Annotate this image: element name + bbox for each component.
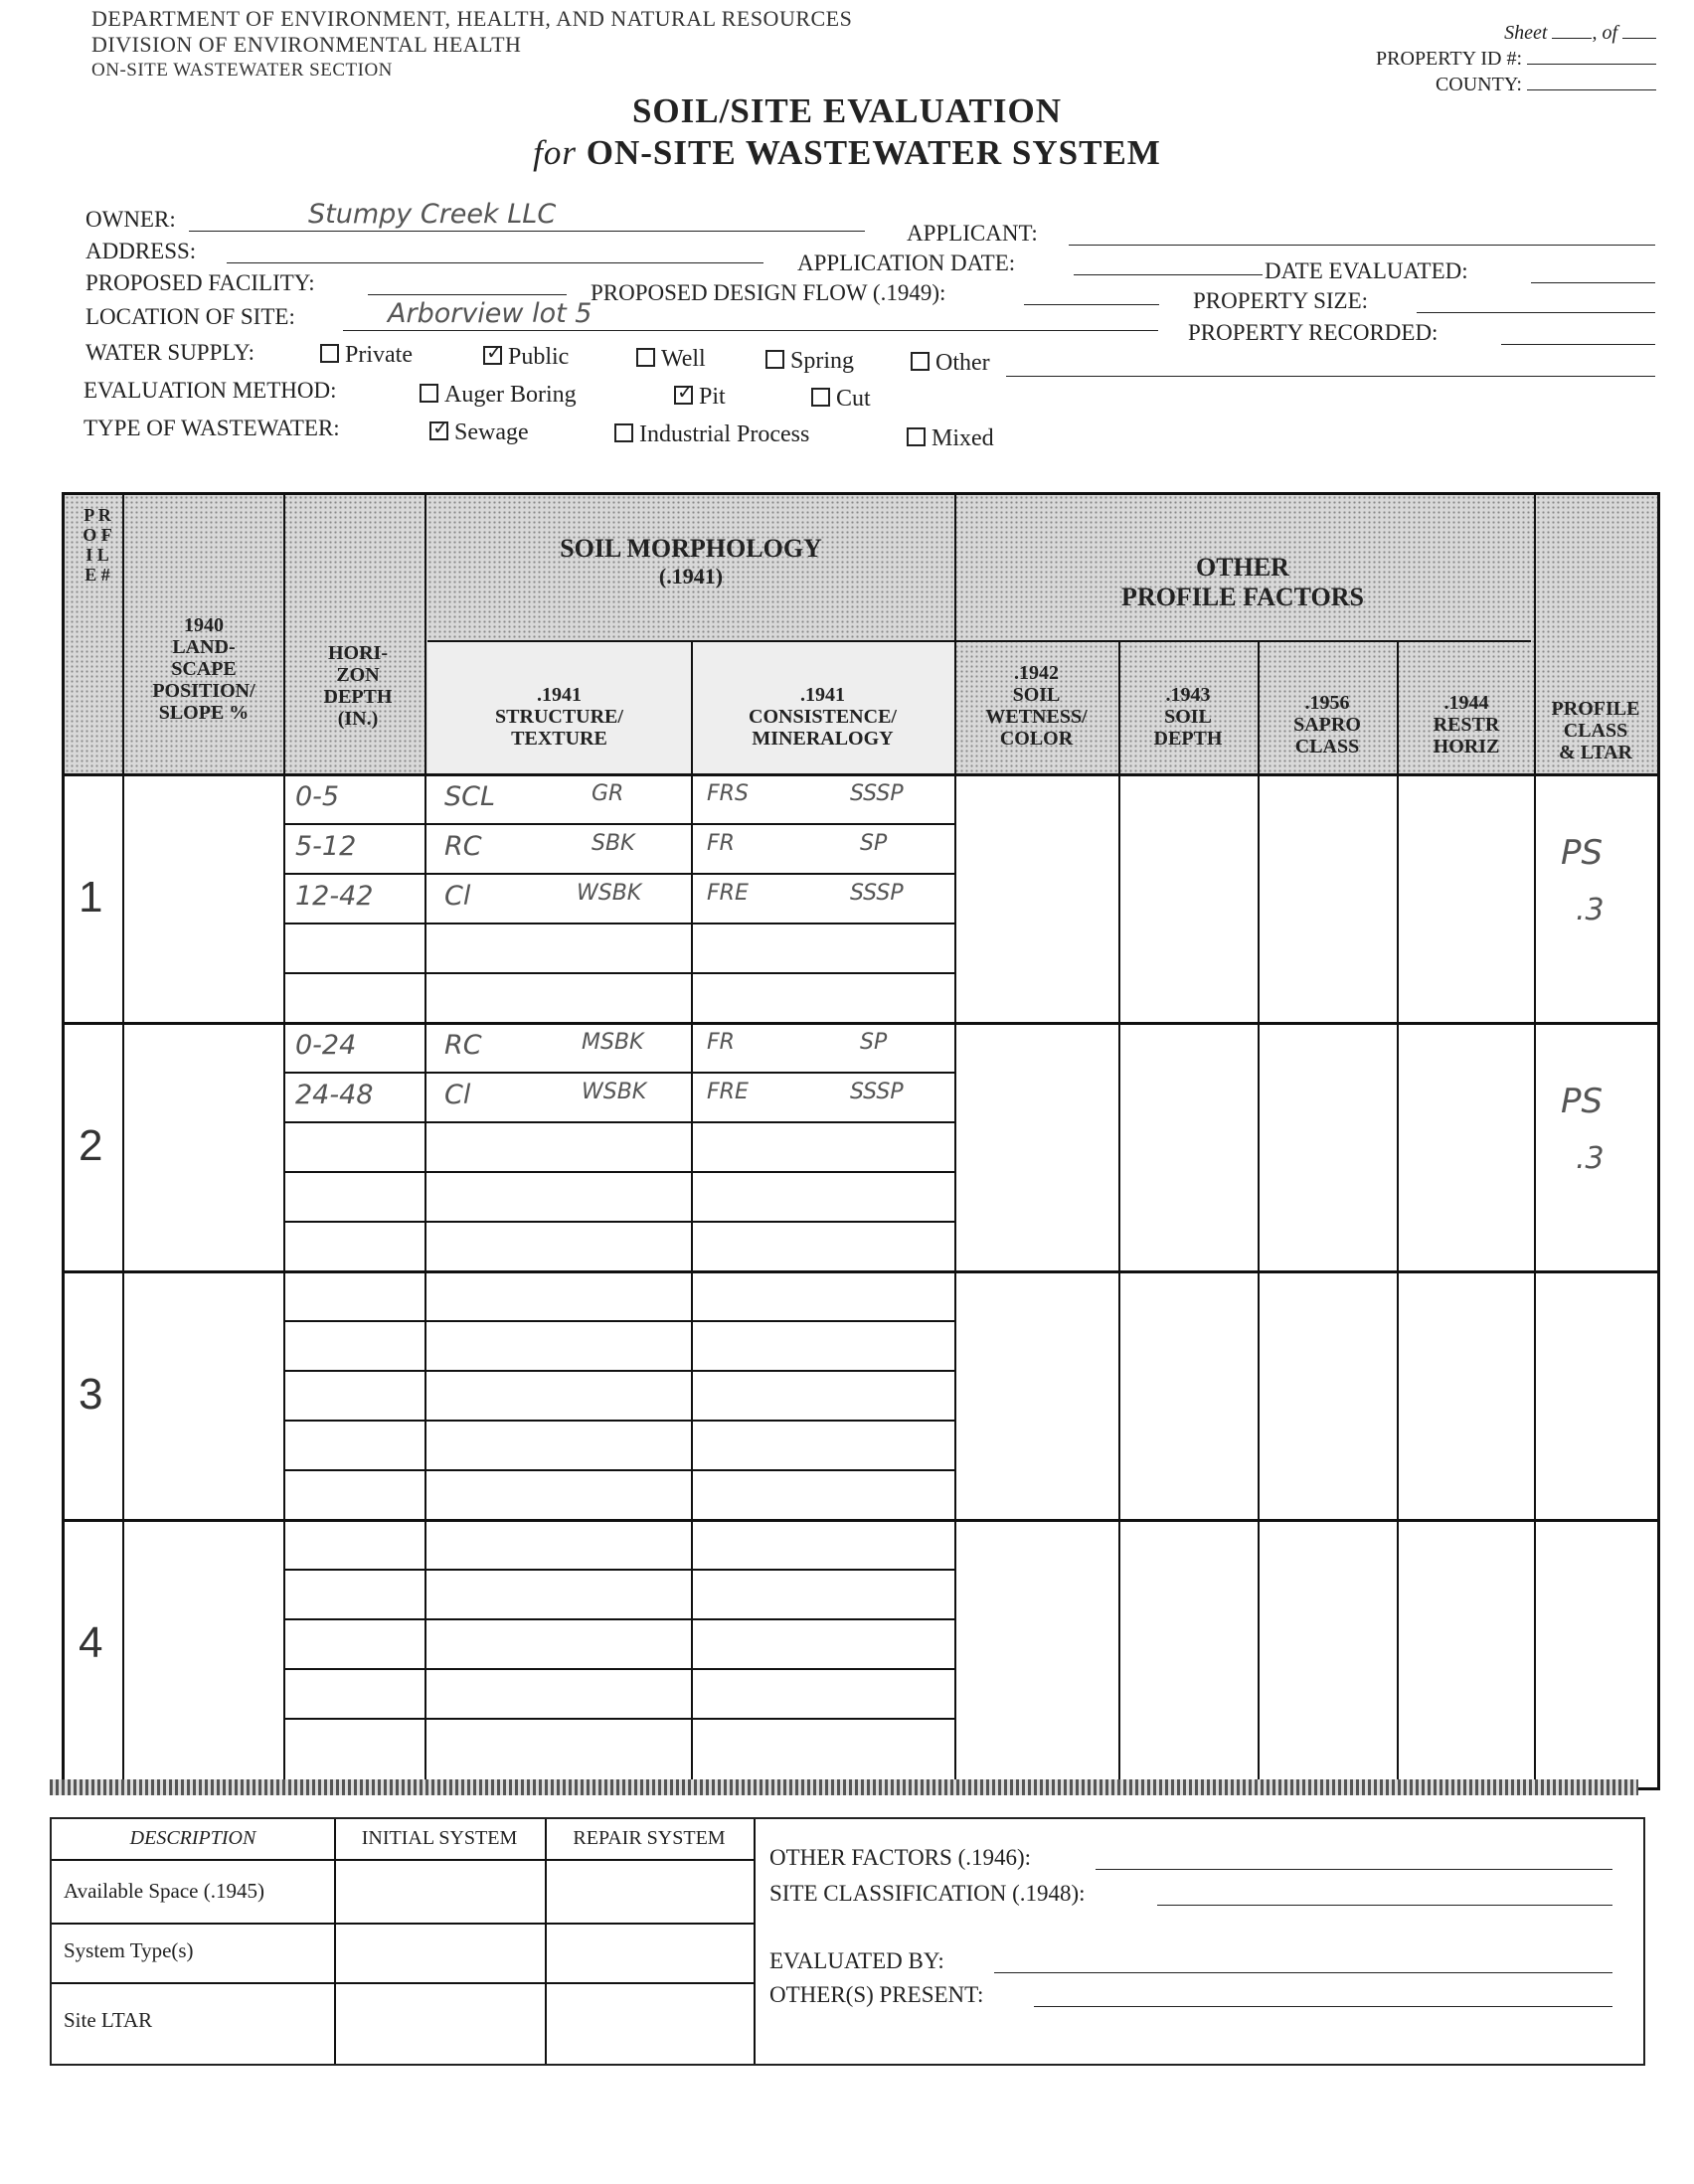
p2-r1-depth: 0-24	[295, 1030, 357, 1061]
county-field[interactable]	[1527, 72, 1656, 90]
consistence-header: .1941 CONSISTENCE/ MINERALOGY	[749, 684, 897, 750]
site-ltar-label: Site LTAR	[64, 2008, 153, 2032]
p2-r2-mineralogy: SSSP	[850, 1080, 904, 1104]
applicant-label: APPLICANT:	[907, 221, 1038, 246]
p2-r1-texture: MSBK	[582, 1030, 644, 1055]
p1-r3-texture: WSBK	[577, 881, 642, 906]
others-present-field[interactable]	[1034, 2006, 1612, 2007]
p1-r2-texture: SBK	[592, 831, 635, 856]
property-id-label: PROPERTY ID #:	[1376, 48, 1522, 70]
p1-r2-depth: 5-12	[295, 831, 357, 862]
other-factors-label: OTHER FACTORS (.1946):	[769, 1845, 1032, 1870]
method-pit-option[interactable]: ✓ Pit	[674, 384, 726, 411]
date-evaluated-field[interactable]	[1531, 282, 1655, 283]
profile-number-4: 4	[79, 1618, 103, 1667]
property-size-field[interactable]	[1417, 312, 1655, 313]
p1-ltar: .3	[1576, 893, 1605, 927]
wastewater-sewage-option[interactable]: ✓ Sewage	[429, 420, 529, 446]
profile-class-header: PROFILE CLASS & LTAR	[1551, 698, 1640, 763]
dept-line-1: DEPARTMENT OF ENVIRONMENT, HEALTH, AND NATURAL RESOURCES	[91, 6, 853, 31]
address-field[interactable]	[227, 262, 763, 263]
structure-header: .1941 STRUCTURE/ TEXTURE	[495, 684, 623, 750]
proposed-facility-field[interactable]	[368, 294, 567, 295]
others-present-label: OTHER(S) PRESENT:	[769, 1982, 984, 2007]
checkbox-industrial[interactable]	[614, 423, 633, 442]
profile-number-1: 1	[79, 873, 103, 922]
p1-r3-mineralogy: SSSP	[850, 881, 904, 906]
p2-r2-depth: 24-48	[295, 1080, 374, 1110]
evaluated-by-field[interactable]	[994, 1972, 1612, 1973]
water-public-option[interactable]: ✓ Public	[483, 344, 569, 371]
landscape-header: 1940 LAND- SCAPE POSITION/ SLOPE %	[152, 614, 255, 724]
description-header: DESCRIPTION	[129, 1827, 256, 1849]
p2-r2-consistence: FRE	[707, 1080, 749, 1104]
proposed-facility-label: PROPOSED FACILITY:	[85, 270, 315, 295]
p1-r1-texture: GR	[592, 781, 624, 806]
date-evaluated-label: DATE EVALUATED:	[1265, 258, 1468, 283]
p2-ltar: .3	[1576, 1141, 1605, 1176]
wastewater-mixed-option[interactable]: Mixed	[907, 425, 994, 452]
p2-r1-structure: RC	[444, 1030, 482, 1061]
restr-horiz-header: .1944 RESTR HORIZ	[1433, 692, 1500, 757]
p2-r1-mineralogy: SP	[860, 1030, 888, 1055]
checkbox-cut[interactable]	[811, 388, 830, 407]
water-supply-label: WATER SUPPLY:	[85, 340, 255, 365]
application-date-label: APPLICATION DATE:	[797, 251, 1016, 275]
property-id-field[interactable]	[1527, 46, 1656, 65]
location-value: Arborview lot 5	[388, 298, 593, 329]
profile-number-3: 3	[79, 1370, 103, 1419]
checkbox-public[interactable]	[483, 346, 502, 365]
wetness-header: .1942 SOIL WETNESS/ COLOR	[985, 662, 1088, 750]
design-flow-field[interactable]	[1024, 304, 1159, 305]
address-label: ADDRESS:	[85, 239, 197, 263]
location-field[interactable]	[343, 330, 1158, 331]
system-type-label: System Type(s)	[64, 1938, 194, 1962]
grid-bottom-band	[50, 1779, 1638, 1795]
checkbox-auger[interactable]	[420, 384, 438, 403]
wastewater-industrial-option[interactable]: Industrial Process	[614, 421, 809, 448]
profile-number-2: 2	[79, 1121, 103, 1170]
sapro-class-header: .1956 SAPRO CLASS	[1293, 692, 1361, 757]
location-label: LOCATION OF SITE:	[85, 304, 295, 329]
other-subline	[954, 640, 1531, 642]
p1-r2-mineralogy: SP	[860, 831, 888, 856]
water-other-option[interactable]: Other	[911, 350, 990, 377]
p2-r1-consistence: FR	[707, 1030, 735, 1055]
p1-r1-structure: SCL	[444, 781, 496, 812]
p2-class: PS	[1561, 1082, 1604, 1121]
checkbox-other[interactable]	[911, 352, 930, 371]
water-other-field[interactable]	[1006, 376, 1655, 377]
available-space-label: Available Space (.1945)	[64, 1879, 264, 1903]
water-spring-option[interactable]: Spring	[765, 348, 854, 375]
owner-label: OWNER:	[85, 207, 176, 232]
evaluated-by-label: EVALUATED BY:	[769, 1948, 944, 1973]
water-well-option[interactable]: Well	[636, 346, 706, 373]
method-cut-option[interactable]: Cut	[811, 386, 871, 413]
of-label: of	[1602, 22, 1617, 44]
checkbox-well[interactable]	[636, 348, 655, 367]
property-size-label: PROPERTY SIZE:	[1193, 288, 1369, 313]
p1-r2-consistence: FR	[707, 831, 735, 856]
form-subtitle: for ON-SITE WASTEWATER SYSTEM	[533, 133, 1161, 172]
county-label: COUNTY:	[1435, 74, 1522, 95]
water-private-option[interactable]: Private	[320, 342, 413, 369]
owner-field[interactable]	[189, 231, 865, 232]
form-title: SOIL/SITE EVALUATION	[631, 91, 1063, 130]
p1-r2-structure: RC	[444, 831, 482, 862]
p1-class: PS	[1561, 833, 1604, 873]
application-date-field[interactable]	[1074, 274, 1263, 275]
applicant-field[interactable]	[1069, 245, 1655, 246]
soil-morphology-header: SOIL MORPHOLOGY (.1941)	[560, 534, 822, 588]
department-header	[91, 6, 852, 84]
design-flow-label: PROPOSED DESIGN FLOW (.1949):	[591, 280, 946, 305]
checkbox-spring[interactable]	[765, 350, 784, 369]
property-recorded-label: PROPERTY RECORDED:	[1188, 320, 1439, 345]
p1-r3-depth: 12-42	[295, 881, 374, 912]
evaluation-method-label: EVALUATION METHOD:	[84, 378, 337, 403]
method-auger-option[interactable]: Auger Boring	[420, 382, 577, 409]
checkbox-sewage[interactable]	[429, 421, 448, 440]
horizon-header: HORI- ZON DEPTH (IN.)	[323, 642, 393, 730]
owner-value: Stumpy Creek LLC	[308, 199, 557, 230]
p2-r2-texture: WSBK	[582, 1080, 647, 1104]
p2-r2-structure: Cl	[444, 1080, 471, 1110]
checkbox-private[interactable]	[320, 344, 339, 363]
p1-r1-consistence: FRS	[707, 781, 749, 806]
sheet-label: Sheet	[1504, 22, 1548, 44]
property-recorded-field[interactable]	[1501, 344, 1655, 345]
other-factors-field[interactable]	[1096, 1869, 1612, 1870]
dept-line-2: DIVISION OF ENVIRONMENTAL HEALTH	[91, 32, 522, 57]
header-bottom-line	[65, 773, 1657, 776]
checkbox-mixed[interactable]	[907, 427, 926, 446]
soil-depth-header: .1943 SOIL DEPTH	[1153, 684, 1223, 750]
wastewater-label: TYPE OF WASTEWATER:	[84, 416, 340, 440]
initial-system-header: INITIAL SYSTEM	[361, 1827, 518, 1849]
checkbox-pit[interactable]	[674, 386, 693, 405]
other-factors-header: OTHER PROFILE FACTORS	[1121, 553, 1364, 611]
repair-system-header: REPAIR SYSTEM	[573, 1827, 726, 1849]
p1-r1-mineralogy: SSSP	[850, 781, 904, 806]
profile-grid	[62, 492, 1660, 1790]
p1-r1-depth: 0-5	[295, 781, 340, 812]
summary-section	[50, 1817, 1645, 2066]
dept-line-3: ON-SITE WASTEWATER SECTION	[91, 60, 393, 81]
sheet-info: Sheet , of PROPERTY ID #: COUNTY:	[1376, 20, 1656, 97]
site-classification-field[interactable]	[1157, 1905, 1612, 1906]
site-classification-label: SITE CLASSIFICATION (.1948):	[769, 1881, 1086, 1906]
p1-r3-structure: Cl	[444, 881, 471, 912]
p1-r3-consistence: FRE	[707, 881, 749, 906]
profile-header: P R O F I L E #	[83, 505, 112, 585]
